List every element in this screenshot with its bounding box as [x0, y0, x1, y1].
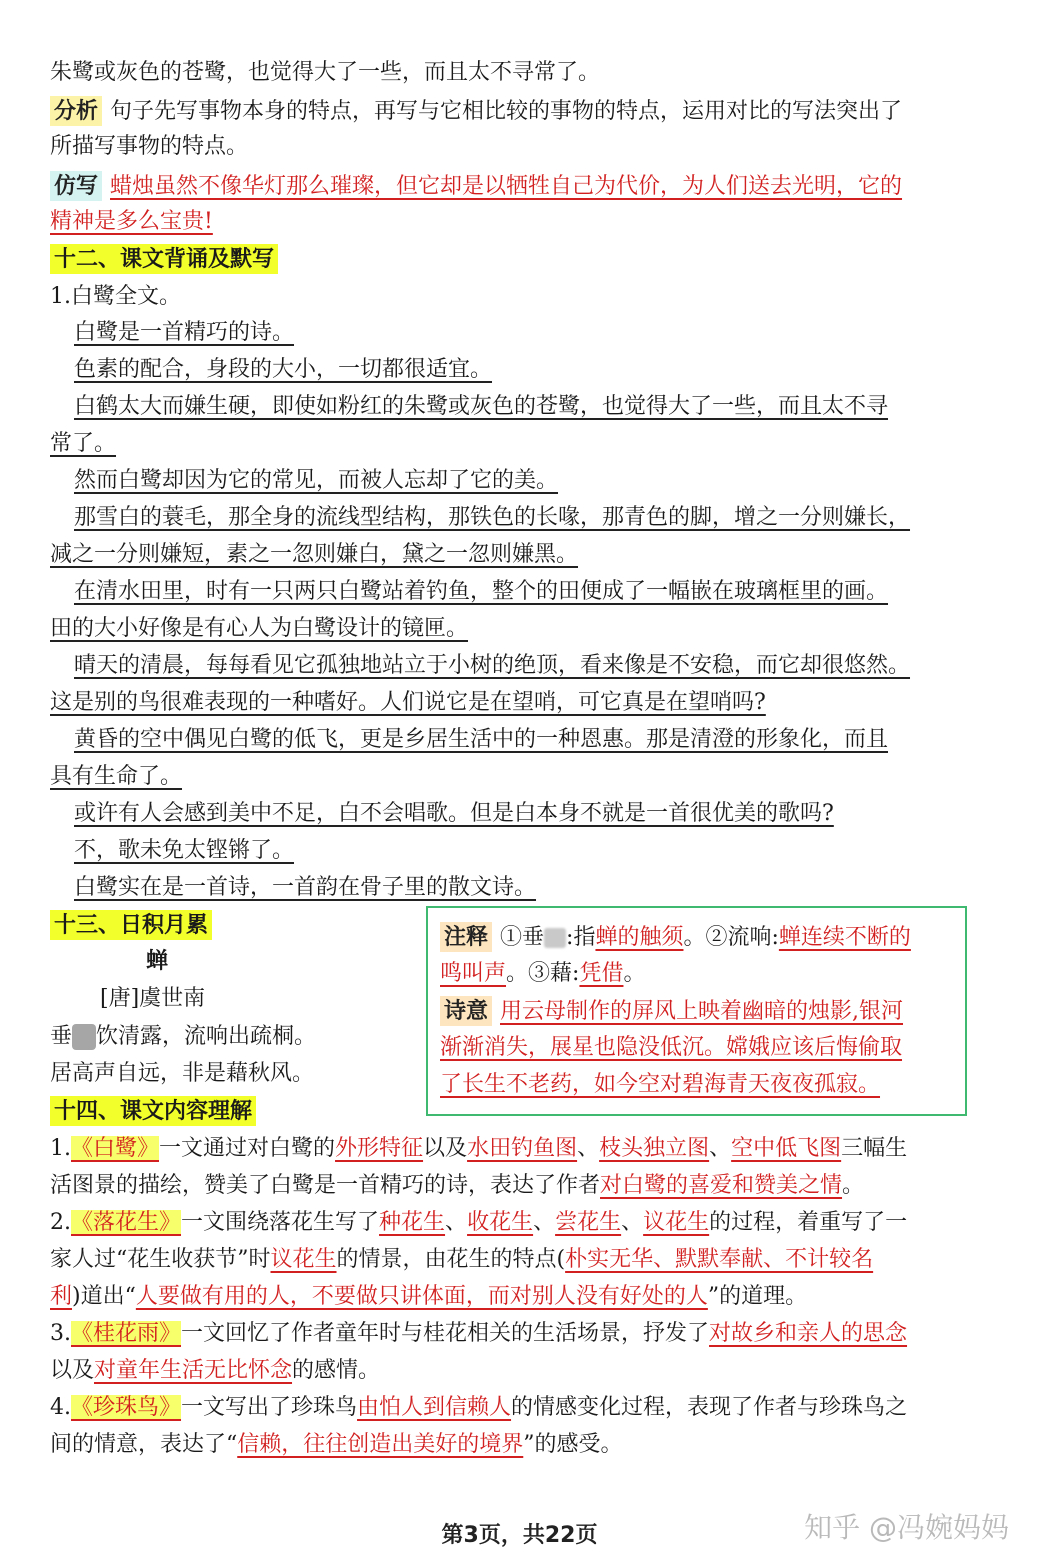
text: 以及	[50, 1358, 95, 1383]
note-tag: 注释	[440, 922, 492, 952]
text: 、	[577, 1136, 600, 1161]
text: 的情景，由花生的特点(	[336, 1247, 566, 1272]
recite-line	[74, 318, 1019, 348]
text: 一文围绕落花生写了	[181, 1210, 380, 1235]
answer: 水田钓鱼图	[467, 1136, 578, 1161]
recite-line	[74, 466, 1019, 496]
note-text: :指	[566, 925, 596, 950]
p3-line-2	[50, 1356, 995, 1386]
p2-line-1	[50, 1208, 995, 1238]
text: 间的情意，表达了“	[50, 1432, 238, 1457]
book-title: 《白鹭》	[71, 1136, 160, 1161]
book-title: 《桂花雨》	[71, 1321, 182, 1346]
answer: 议花生	[270, 1247, 337, 1272]
imitate-text-2: 精神是多么宝贵!	[50, 209, 213, 234]
note-line-1	[440, 922, 911, 953]
text: 一文通过对白鹭的	[159, 1136, 336, 1161]
p1-line-2	[50, 1171, 995, 1201]
meaning-tag: 诗意	[440, 996, 492, 1026]
num: 2.	[50, 1210, 71, 1235]
recite-line	[50, 688, 995, 718]
answer: 对故乡和亲人的思念	[709, 1321, 908, 1346]
note-answer: 鸣叫声	[440, 961, 507, 986]
recite-line	[74, 873, 1019, 903]
text: ”的道理。	[707, 1284, 808, 1309]
note-box	[426, 906, 967, 1116]
section-13-heading: 十三、日积月累	[50, 910, 212, 940]
answer: 空中低飞图	[731, 1136, 842, 1161]
answer: 对白鹭的喜爱和赞美之情	[600, 1173, 843, 1198]
text: 的情感变化过程，表现了作者与珍珠鸟之	[511, 1395, 908, 1420]
answer: 外形特征	[335, 1136, 424, 1161]
note-line-2	[440, 959, 645, 989]
recite-line	[74, 799, 1019, 829]
imitate-text: 蜡烛虽然不像华灯那么璀璨，但它却是以牺牲自己为代价，为人们送去光明，它的	[110, 174, 903, 199]
text: 、	[445, 1210, 468, 1235]
p2-line-2	[50, 1245, 995, 1275]
watermark: 知乎 @冯婉妈妈	[804, 1511, 1009, 1544]
book-title: 《珍珠鸟》	[71, 1395, 182, 1420]
intro-line: 朱鹭或灰色的苍鹭，也觉得大了一些，而且太不寻常了。	[50, 60, 601, 85]
blur-icon	[544, 928, 566, 948]
note-text: 。	[623, 961, 646, 986]
answer: 信赖，往往创造出美好的境界	[237, 1432, 524, 1457]
meaning-text: 渐渐消失，展星也隐没低沉。嫦娥应该后悔偷取	[440, 1035, 903, 1060]
recite-text: 色素的配合，身段的大小，一切都很适宜。	[74, 357, 493, 382]
recite-text: 常了。	[50, 431, 117, 456]
text: 。	[842, 1173, 865, 1198]
recite-text: 白鹤太大而嫌生硬，即使如粉红的朱鹭或灰色的苍鹭，也觉得大了一些，而且太不寻	[74, 394, 889, 419]
recite-line	[74, 392, 1019, 422]
text: 活图景的描绘，赞美了白鹭是一首精巧的诗，表达了作者	[50, 1173, 601, 1198]
imitate-line	[50, 171, 995, 202]
smudge-icon	[72, 1024, 96, 1050]
note-text: ①垂	[500, 925, 545, 950]
text: 一文回忆了作者童年时与桂花相关的生活场景，抒发了	[181, 1321, 710, 1346]
recite-text: 或许有人会感到美中不足，白不会唱歌。但是白本身不就是一首很优美的歌吗?	[74, 801, 834, 826]
book-title: 《落花生》	[71, 1210, 182, 1235]
poem-title: 蝉	[146, 948, 169, 974]
text: 的感情。	[292, 1358, 381, 1383]
recite-line	[74, 503, 1019, 533]
text: 以及	[423, 1136, 468, 1161]
answer: 朴实无华、默默奉献、不计较名	[565, 1247, 874, 1272]
recite-line	[50, 540, 995, 570]
recite-text: 白鹭是一首精巧的诗。	[74, 320, 295, 345]
recite-text: 黄昏的空中偶见白鹭的低飞，更是乡居生活中的一种恩惠。那是清澄的形象化，而且	[74, 727, 889, 752]
recite-text: 那雪白的蓑毛，那全身的流线型结构，那铁色的长喙，那青色的脚，增之一分则嫌长，	[74, 505, 911, 530]
note-answer: 蝉连续不断的	[778, 925, 911, 950]
poem-text: 垂	[50, 1024, 73, 1049]
text: ”的感受。	[523, 1432, 623, 1457]
recite-line	[50, 614, 995, 644]
text: 、	[621, 1210, 644, 1235]
poem-line-1	[50, 1022, 316, 1052]
p4-line-1	[50, 1393, 995, 1423]
note-text: 。②流响:	[683, 925, 779, 950]
recite-text: 然而白鹭却因为它的常见，而被人忘却了它的美。	[74, 468, 559, 493]
recite-line	[74, 725, 1019, 755]
section-14-heading: 十四、课文内容理解	[50, 1096, 256, 1126]
meaning-text: 了长生不老药，如今空对碧海青天夜夜孤寂。	[440, 1072, 881, 1097]
answer: 对童年生活无比怀念	[94, 1358, 293, 1383]
text: 、	[533, 1210, 556, 1235]
poem-text: 饮清露，流响出疏桐。	[96, 1024, 317, 1049]
recite-line	[74, 651, 1019, 681]
answer: 利	[50, 1284, 73, 1309]
text: 的过程，着重写了一	[709, 1210, 908, 1235]
answer: 枝头独立图	[599, 1136, 710, 1161]
meaning-line-3	[440, 1070, 880, 1100]
recite-text: 这是别的鸟很难表现的一种嗜好。人们说它是在望哨，可它真是在望哨吗?	[50, 690, 766, 715]
answer: 由怕人到信赖人	[357, 1395, 512, 1420]
num: 3.	[50, 1321, 71, 1346]
recite-text: 白鹭实在是一首诗，一首韵在骨子里的散文诗。	[74, 875, 537, 900]
recite-line	[74, 836, 1019, 866]
note-answer: 蝉的触须	[595, 925, 684, 950]
text: 一文写出了珍珠鸟	[181, 1395, 358, 1420]
page-number: 第3页，共22页	[441, 1523, 598, 1548]
analysis-tag: 分析	[50, 96, 102, 126]
answer: 议花生	[643, 1210, 710, 1235]
p1-line-1	[50, 1134, 995, 1164]
meaning-line-1	[440, 996, 903, 1027]
num: 4.	[50, 1395, 71, 1420]
section-12-heading: 十二、课文背诵及默写	[50, 244, 278, 274]
answer: 尝花生	[555, 1210, 622, 1235]
section-12-sub: 1.白鹭全文。	[50, 284, 181, 309]
p4-line-2	[50, 1430, 995, 1460]
recite-line	[74, 355, 1019, 385]
text: )道出“	[72, 1284, 136, 1309]
imitate-tag: 仿写	[50, 171, 102, 201]
meaning-line-2	[440, 1033, 902, 1063]
p2-line-3	[50, 1282, 995, 1312]
recite-line	[50, 429, 995, 459]
analysis-line-2: 所描写事物的特点。	[50, 134, 249, 159]
poem-author: [唐]虞世南	[100, 986, 206, 1011]
answer: 收花生	[467, 1210, 534, 1235]
recite-text: 在清水田里，时有一只两只白鹭站着钓鱼，整个的田便成了一幅嵌在玻璃框里的画。	[74, 579, 889, 604]
meaning-text: 用云母制作的屏风上映着幽暗的烛影,银河	[500, 999, 904, 1024]
analysis-text: 句子先写事物本身的特点，再写与它相比较的事物的特点，运用对比的写法突出了	[110, 99, 903, 124]
recite-text: 减之一分则嫌短，素之一忽则嫌白，黛之一忽则嫌黑。	[50, 542, 579, 567]
answer: 种花生	[379, 1210, 446, 1235]
recite-text: 具有生命了。	[50, 764, 183, 789]
p3-line-1	[50, 1319, 995, 1349]
recite-line	[74, 577, 1019, 607]
recite-line	[50, 762, 995, 792]
note-answer: 凭借	[579, 961, 624, 986]
recite-text: 田的大小好像是有心人为白鹭设计的镜匣。	[50, 616, 469, 641]
analysis-line	[50, 96, 995, 127]
imitate-line-2	[50, 207, 995, 237]
text: 家人过“花生收获节”时	[50, 1247, 271, 1272]
poem-line-2: 居高声自远，非是藉秋风。	[50, 1061, 315, 1086]
text: 、	[709, 1136, 732, 1161]
recite-text: 不，歌未免太铿锵了。	[74, 838, 295, 863]
text: 三幅生	[841, 1136, 908, 1161]
note-text: 。③藉:	[506, 961, 580, 986]
answer: 人要做有用的人，不要做只讲体面，而对别人没有好处的人	[135, 1284, 708, 1309]
num: 1.	[50, 1136, 71, 1161]
recite-text: 晴天的清晨，每每看见它孤独地站立于小树的绝顶，看来像是不安稳，而它却很悠然。	[74, 653, 911, 678]
